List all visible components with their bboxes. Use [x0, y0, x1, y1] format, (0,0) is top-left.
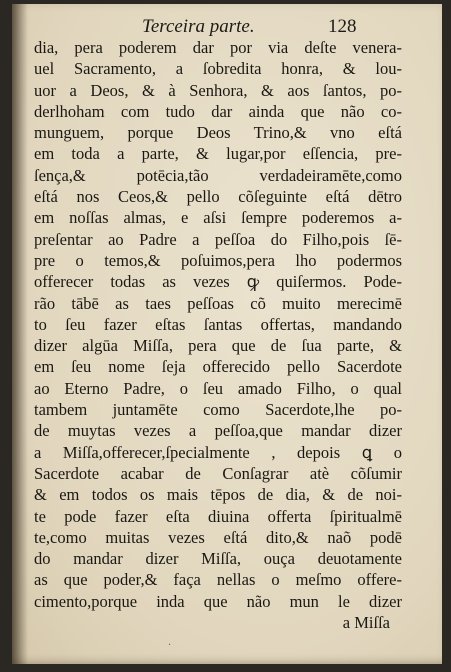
text-line: a Miſſa,offerecer,ſpecialmente , depois ꝗ o [34, 442, 402, 462]
text-line: & em todos os mais tēpos de dia, & de noi- [34, 485, 402, 505]
text-line: dizer algūa Miſſa, pera que de ſua parte, & [34, 336, 402, 356]
text-line: derlhoham com tudo dar ainda que não co- [34, 101, 402, 121]
text-line: tambem juntamēte como Sacerdote,lhe po- [34, 400, 402, 420]
text-line: pre o temos,& poſuimos,pera lho podermos [34, 250, 402, 270]
text-line: te,como muitas vezes eſtá dito,& naõ podē [34, 527, 402, 547]
text-line: ſença,& potēcia,tão verdadeiramēte,como [34, 165, 402, 185]
text-line: do mandar dizer Miſſa, ouça deuotamente [34, 549, 402, 569]
text-line: rão tābē as taes peſſoas cõ muito merecimē [34, 293, 402, 313]
page-number: 128 [328, 16, 357, 37]
gutter-shadow [12, 4, 28, 664]
text-line: offerecer todas as vezes ꝙ quiſermos. Pode- [34, 272, 402, 292]
text-line: preſentar ao Padre a peſſoa do Filho,pois ſē- [34, 229, 402, 249]
text-line: to ſeu fazer eſtas ſantas offertas, mandando [34, 314, 402, 334]
text-line: uel Sacramento, a ſobredita honra, & lou- [34, 59, 402, 79]
running-head-title: Terceira parte. [142, 16, 255, 37]
text-line: em toda a parte, & lugar,por eſſencia, pre- [34, 144, 402, 164]
text-line: cimento,porque inda que não mun le dizer [34, 591, 402, 611]
catchword: a Miſſa [342, 613, 390, 633]
text-line: de muytas vezes a peſſoa,que mandar dizer [34, 421, 402, 441]
text-line: as que poder,& faça nellas o meſmo offere- [34, 570, 402, 590]
text-line: ao Eterno Padre, o ſeu amado Filho, o qual [34, 378, 402, 398]
text-line: em noſſas almas, e aſsi ſempre poderemos a- [34, 208, 402, 228]
text-line: dia, pera poderem dar por via deſte venera- [34, 38, 402, 57]
running-head [0, 16, 451, 38]
text-line: te pode fazer eſta diuina offerta ſpiritualmē [34, 506, 402, 526]
ornament-mark: · [168, 640, 172, 651]
text-line: eſtá nos Ceos,& pello cõſeguinte eſtá dētro [34, 187, 402, 207]
text-line: Sacerdote acabar de Conſagrar atè cõſumir [34, 463, 402, 483]
text-line: munguem, porque Deos Trino,& vno eſtá [34, 123, 402, 143]
text-line: uor a Deos, & à Senhora, & aos ſantos, po- [34, 80, 402, 100]
text-line: em ſeu nome ſeja offerecido pello Sacerdote [34, 357, 402, 377]
body-text [34, 37, 402, 633]
